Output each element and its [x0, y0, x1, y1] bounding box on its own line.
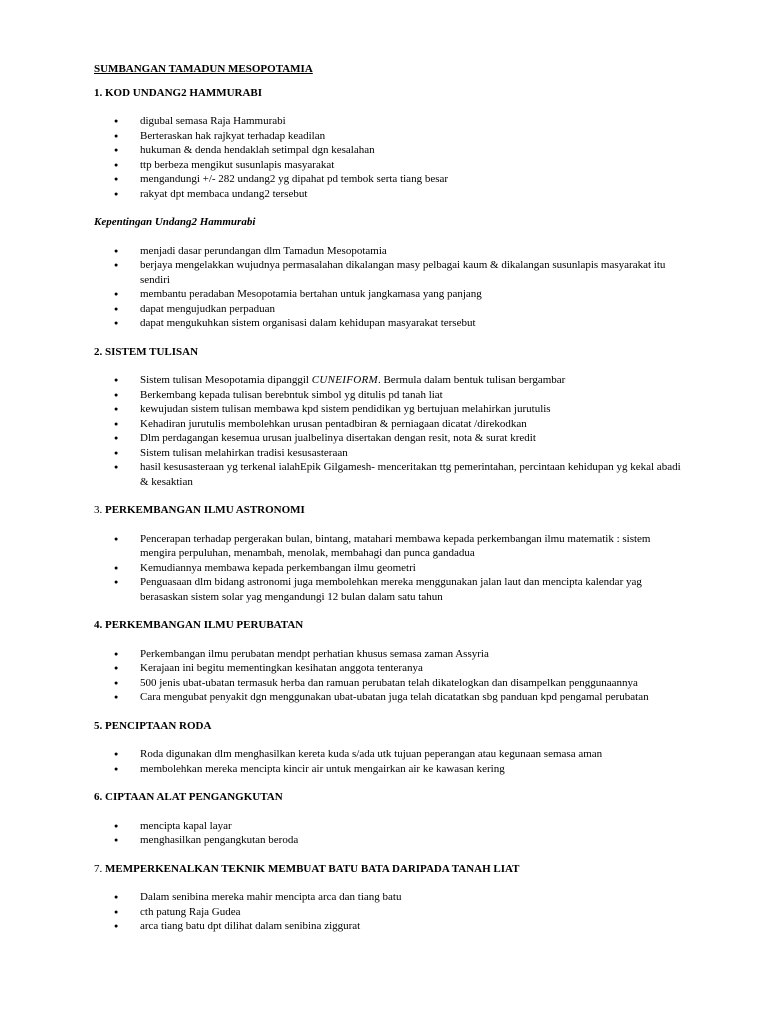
list-item: ● Sistem tulisan melahirkan tradisi kesusasteraan — [94, 446, 684, 461]
section-number: 4. — [94, 619, 103, 631]
list-item: ● ttp berbeza mengikut susunlapis masyarakat — [94, 158, 684, 173]
section-title: SISTEM TULISAN — [105, 345, 199, 358]
list-item: ● membolehkan mereka mencipta kincir air untuk mengairkan air ke kawasan kering — [94, 762, 684, 777]
list-item: ● kewujudan sistem tulisan membawa kpd sistem pendidikan yg bertujuan melahirkan jurutulis — [94, 402, 684, 417]
list-item: ● Perkembangan ilmu perubatan mendpt perhatian khusus semasa zaman Assyria — [94, 647, 684, 662]
section-heading — [94, 719, 684, 734]
section-heading — [94, 86, 684, 101]
section-heading — [94, 503, 684, 518]
sub-bullet-list — [94, 244, 684, 331]
list-item: ● Pencerapan terhadap pergerakan bulan, bintang, matahari membawa kepada perkembangan ilmu matematik : sistem mengira perpuluhan, menambah, menolak, membahagi dan punca gandadua — [94, 532, 684, 561]
list-item: ● cth patung Raja Gudea — [94, 905, 684, 920]
list-item: ● rakyat dpt membaca undang2 tersebut — [94, 187, 684, 202]
section-bullet-list — [94, 819, 684, 848]
section-title: PERKEMBANGAN ILMU PERUBATAN — [105, 619, 304, 631]
list-item: ● Kemudiannya membawa kepada perkembangan ilmu geometri — [94, 561, 684, 576]
section-number: 7. — [94, 862, 103, 875]
section-title: MEMPERKENALKAN TEKNIK MEMBUAT BATU BATA DARIPADA TANAH LIAT — [105, 862, 520, 875]
document-body — [94, 62, 684, 948]
section-heading — [94, 862, 684, 877]
section-number: 1. — [94, 86, 103, 99]
list-item: ● digubal semasa Raja Hammurabi — [94, 114, 684, 129]
section-number: 3. — [94, 504, 103, 516]
section-title: PERKEMBANGAN ILMU ASTRONOMI — [105, 504, 305, 516]
section-bullet-list — [94, 747, 684, 776]
list-item — [94, 373, 684, 388]
list-item: ● Cara mengubat penyakit dgn menggunakan ubat-ubatan juga telah dicatatkan sbg panduan kpd pengamal perubatan — [94, 690, 684, 705]
list-item: ● menghasilkan pengangkutan beroda — [94, 833, 684, 848]
list-item: ● dapat mengujudkan perpaduan — [94, 302, 684, 317]
section-number: 5. — [94, 719, 103, 732]
section-heading — [94, 345, 684, 360]
list-item: ● Berkembang kepada tulisan berebntuk simbol yg ditulis pd tanah liat — [94, 388, 684, 403]
list-item-text: Sistem tulisan Mesopotamia dipanggil — [140, 374, 312, 386]
list-item: ● hukuman & denda hendaklah setimpal dgn kesalahan — [94, 143, 684, 158]
list-item: ● Berteraskan hak rajkyat terhadap keadilan — [94, 129, 684, 144]
list-item: ● mengandungi +/- 282 undang2 yg dipahat pd tembok serta tiang besar — [94, 172, 684, 187]
list-item: ● berjaya mengelakkan wujudnya permasalahan dikalangan masy pelbagai kaum & dikalangan susunlapis masyarakat itu sendiri — [94, 258, 684, 287]
section-heading — [94, 790, 684, 805]
sub-heading: Kepentingan Undang2 Hammurabi — [94, 216, 256, 228]
list-item: ● 500 jenis ubat-ubatan termasuk herba dan ramuan perubatan telah dikatelogkan dan disampelkan penggunaannya — [94, 676, 684, 691]
list-item: ● menjadi dasar perundangan dlm Tamadun Mesopotamia — [94, 244, 684, 259]
section-title: CIPTAAN ALAT PENGANGKUTAN — [105, 791, 283, 803]
section-number: 2. — [94, 345, 103, 358]
list-item: ● Kehadiran jurutulis membolehkan urusan pentadbiran & perniagaan dicatat /direkodkan — [94, 417, 684, 432]
section-number: 6. — [94, 791, 103, 803]
section-heading — [94, 618, 684, 633]
list-item: ● Kerajaan ini begitu mementingkan kesihatan anggota tenteranya — [94, 661, 684, 676]
section-title: PENCIPTAAN RODA — [105, 719, 212, 732]
section-bullet-list — [94, 114, 684, 201]
cuneiform-term: CUNEIFORM — [311, 374, 378, 386]
list-item: ● hasil kesusasteraan yg terkenal ialahEpik Gilgamesh- menceritakan ttg pemerintahan, percintaan kehidupan yg kekal abadi & kesaktian — [94, 460, 684, 489]
document-title: SUMBANGAN TAMADUN MESOPOTAMIA — [94, 63, 313, 75]
list-item: ● Penguasaan dlm bidang astronomi juga membolehkan mereka menggunakan jalan laut dan mencipta kalendar yag berasaskan sistem solar yag mengandungi 12 bulan dalam satu tahun — [94, 575, 684, 604]
section-bullet-list — [94, 890, 684, 934]
list-item: ● mencipta kapal layar — [94, 819, 684, 834]
section-bullet-list — [94, 647, 684, 705]
list-item-text: . Bermula dalam bentuk tulisan bergambar — [377, 374, 566, 386]
list-item: ● Dalam senibina mereka mahir mencipta arca dan tiang batu — [94, 890, 684, 905]
list-item: ● Roda digunakan dlm menghasilkan kereta kuda s/ada utk tujuan peperangan atau kegunaan semasa aman — [94, 747, 684, 762]
list-item: ● arca tiang batu dpt dilihat dalam senibina ziggurat — [94, 919, 684, 934]
section-title: KOD UNDANG2 HAMMURABI — [105, 86, 263, 99]
section-bullet-list — [94, 532, 684, 605]
list-item: ● membantu peradaban Mesopotamia bertahan untuk jangkamasa yang panjang — [94, 287, 684, 302]
list-item: ● Dlm perdagangan kesemua urusan jualbelinya disertakan dengan resit, nota & surat kredit — [94, 431, 684, 446]
list-item: ● dapat mengukuhkan sistem organisasi dalam kehidupan masyarakat tersebut — [94, 316, 684, 331]
section-bullet-list — [94, 373, 684, 489]
